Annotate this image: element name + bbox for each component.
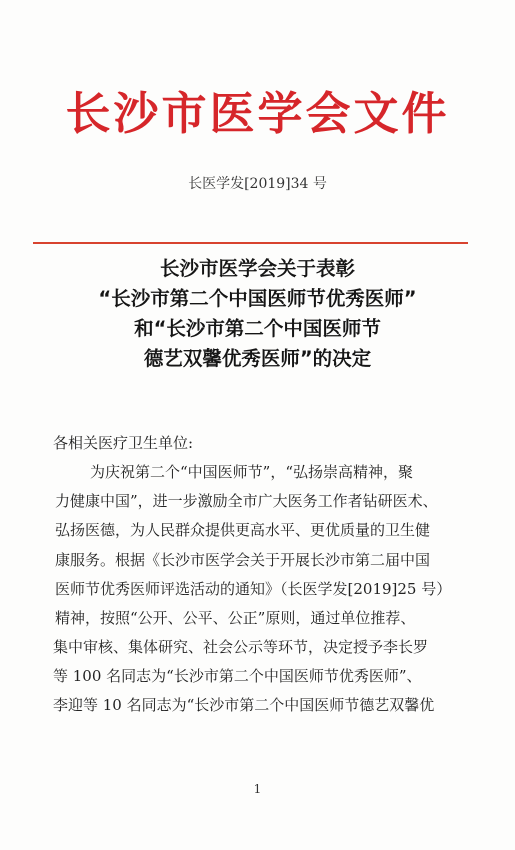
title-line-4: 德艺双馨优秀医师”的决定 xyxy=(143,347,372,370)
document-title xyxy=(0,254,515,374)
title-line-1: 长沙市医学会关于表彰 xyxy=(159,257,355,280)
body-line: 弘扬医德，为人民群众提供更高水平、更优质量的卫生健 xyxy=(55,521,431,539)
body-line: 康服务。根据《长沙市医学会关于开展长沙市第二届中国 xyxy=(55,551,431,569)
body-line: 李迎等 10 名同志为“长沙市第二个中国医师节德艺双馨优 xyxy=(53,696,435,714)
body-line: 力健康中国”，进一步激励全市广大医务工作者钻研医术、 xyxy=(55,492,438,510)
title-line-2: “长沙市第二个中国医师节优秀医师” xyxy=(98,287,417,310)
body-line: 等 100 名同志为“长沙市第二个中国医师节优秀医师”、 xyxy=(53,667,422,685)
masthead-title: 长沙市医学会文件 xyxy=(65,87,450,140)
red-divider-line xyxy=(33,242,468,244)
body-line: 为庆祝第二个“中国医师节”，“弘扬崇高精神，聚 xyxy=(90,463,414,481)
body-line: 精神，按照“公开、公平、公正”原则，通过单位推荐、 xyxy=(55,609,416,627)
salutation: 各相关医疗卫生单位: xyxy=(53,434,194,452)
title-line-3: 和“长沙市第二个中国医师节 xyxy=(134,317,381,340)
page-number: 1 xyxy=(253,782,262,796)
body-line: 集中审核、集体研究、社会公示等环节，决定授予李长罗 xyxy=(53,638,429,656)
body-line: 医师节优秀医师评选活动的通知》（长医学发[2019]25 号） xyxy=(55,580,452,598)
document-number: 长医学发[2019]34 号 xyxy=(188,176,327,192)
